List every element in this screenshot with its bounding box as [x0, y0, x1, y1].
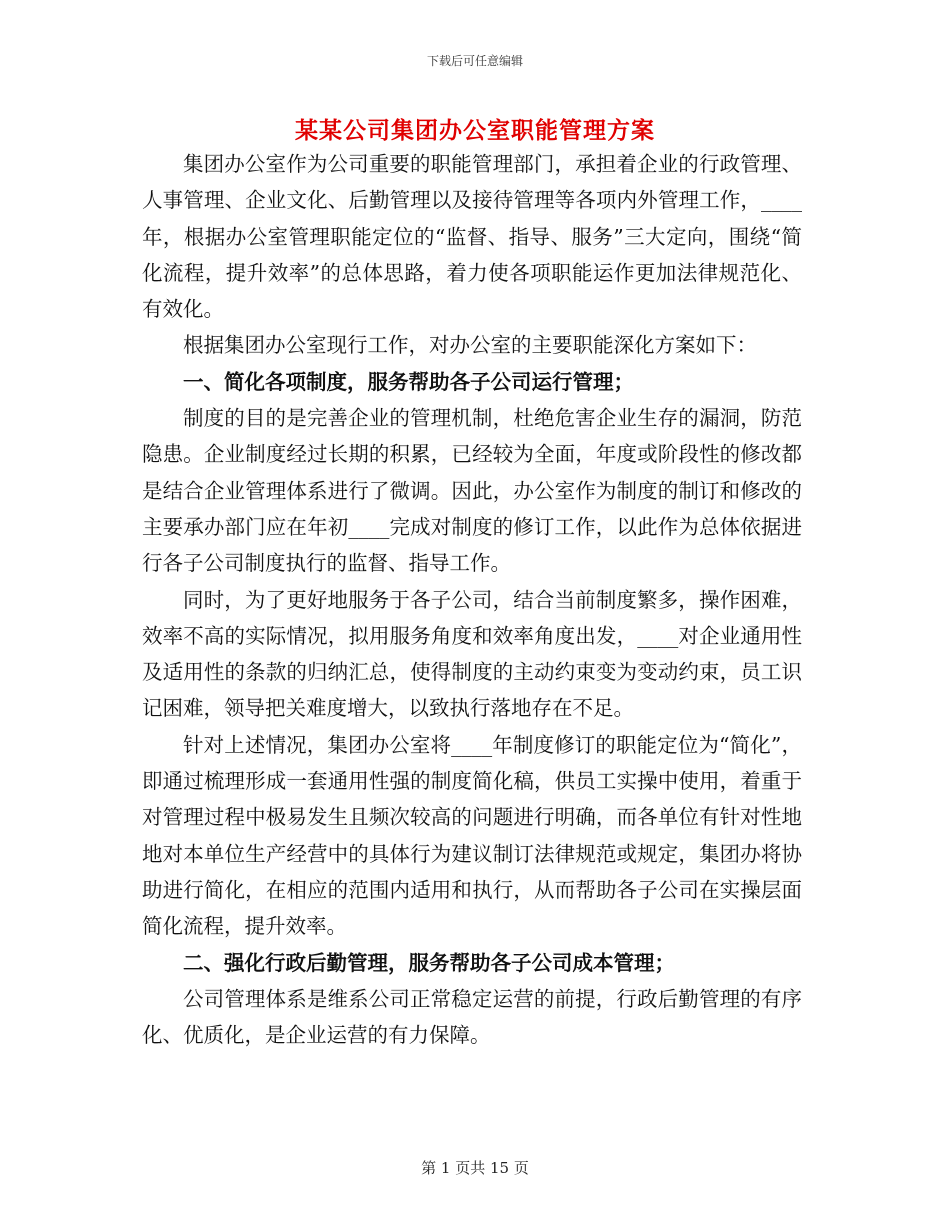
- document-body: [142, 146, 802, 1053]
- document-title: 某某公司集团办公室职能管理方案: [295, 117, 655, 144]
- section-heading-1: 一、简化各项制度，服务帮助各子公司运行管理；: [183, 369, 634, 394]
- paragraph-system-purpose: 制度的目的是完善企业的管理机制，杜绝危害企业生存的漏洞，防范隐患。企业制度经过长期的积累，已经较为全面，年度或阶段性的修改都是结合企业管理体系进行了微调。因此，办公室作为制度的制订和修改的主要承办部门应在年初____完成对制度的修订工作，以此作为总体依据进行各子公司制度执行的监督、指导工作。: [142, 406, 802, 576]
- paragraph-admin-logistics: 公司管理体系是维系公司正常稳定运营的前提，行政后勤管理的有序化、优质化，是企业运营的有力保障。: [142, 986, 802, 1048]
- paragraph-intro: 集团办公室作为公司重要的职能管理部门，承担着企业的行政管理、人事管理、企业文化、后勤管理以及接待管理等各项内外管理工作，____年，根据办公室管理职能定位的“监督、指导、服务”三大定向，围绕“简化流程，提升效率”的总体思路，着力使各项职能运作更加法律规范化、有效化。: [142, 152, 802, 322]
- page-header: 下载后可任意编辑: [426, 54, 523, 68]
- paragraph-simplification: 针对上述情况，集团办公室将____年制度修订的职能定位为“简化”，即通过梳理形成一套通用性强的制度简化稿，供员工实操中使用，着重于对管理过程中极易发生且频次较高的问题进行明确，而各单位有针对性地地对本单位生产经营中的具体行为建议制订法律规范或规定，集团办将协助进行简化，在相应的范围内适用和执行，从而帮助各子公司在实操层面简化流程，提升效率。: [142, 732, 802, 939]
- paragraph-service: 同时，为了更好地服务于各子公司，结合当前制度繁多，操作困难，效率不高的实际情况，拟用服务角度和效率角度出发，____对企业通用性及适用性的条款的归纳汇总，使得制度的主动约束变为变动约束，员工识记困难，领导把关难度增大，以致执行落地存在不足。: [142, 587, 802, 721]
- section-heading-2: 二、强化行政后勤管理，服务帮助各子公司成本管理；: [183, 950, 675, 975]
- paragraph-overview: 根据集团办公室现行工作，对办公室的主要职能深化方案如下：: [183, 333, 757, 358]
- page-footer: 第 1 页共 15 页: [421, 1159, 529, 1177]
